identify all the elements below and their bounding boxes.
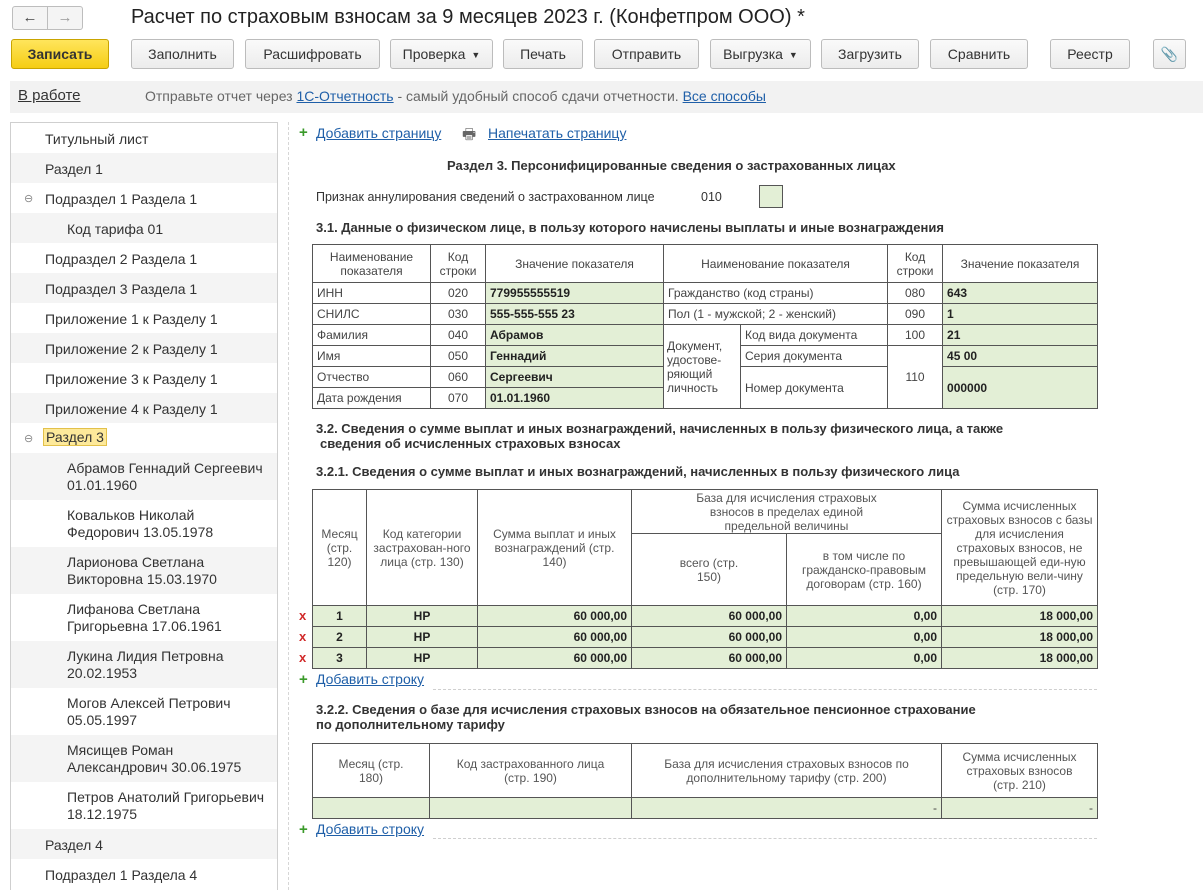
all-methods-link[interactable]: Все способы bbox=[682, 88, 766, 104]
field-label: Гражданство (код страны) bbox=[664, 283, 888, 304]
window-title: Расчет по страховым взносам за 9 месяцев 2023 г. (Конфетпром ООО) * bbox=[131, 6, 805, 28]
col-header: База для исчисления страховых взносов по дополнительному тарифу (стр. 200) bbox=[632, 744, 942, 798]
forward-button[interactable] bbox=[47, 6, 83, 30]
plus-icon: + bbox=[299, 671, 308, 688]
section-title: Раздел 3. Персонифицированные сведения о застрахованных лицах bbox=[447, 158, 896, 173]
person-birthdate: Григорьевна 17.06.1961 bbox=[67, 618, 222, 634]
plus-icon: + bbox=[299, 124, 308, 141]
tree-item-person[interactable] bbox=[11, 735, 277, 782]
collapse-icon[interactable]: ⊖ bbox=[24, 193, 34, 205]
sections-tree bbox=[10, 122, 278, 890]
field-code: 030 bbox=[431, 304, 486, 325]
additional-sum-field[interactable]: - bbox=[942, 798, 1098, 819]
person-name: Ковальков Николай bbox=[67, 507, 195, 523]
col-header: Код категории застрахован-ного лица (стр. 130) bbox=[367, 490, 478, 606]
tree-item-person[interactable] bbox=[11, 688, 277, 735]
compare-button[interactable]: Сравнить bbox=[930, 39, 1028, 69]
category-field[interactable]: НР bbox=[367, 648, 478, 669]
annul-code: 010 bbox=[701, 190, 722, 204]
col-header: в том числе по гражданско-правовым договорам (стр. 160) bbox=[787, 534, 942, 606]
subsection-3-2-title-cont: сведения об исчисленных страховых взносах bbox=[320, 436, 621, 451]
col-header: всего (стр. 150) bbox=[632, 534, 787, 606]
category-field[interactable]: НР bbox=[367, 627, 478, 648]
person-birthdate: Александрович 30.06.1975 bbox=[67, 759, 242, 775]
document-group-label: Документ, удостове-ряющий личность bbox=[664, 325, 741, 409]
field-code: 070 bbox=[431, 388, 486, 409]
col-header: Наименование показателя bbox=[313, 245, 431, 283]
base-total-field[interactable]: 60 000,00 bbox=[632, 648, 787, 669]
inn-field[interactable]: 779955555519 bbox=[486, 283, 664, 304]
attachment-button[interactable] bbox=[1153, 39, 1186, 69]
col-header: Месяц (стр. 120) bbox=[313, 490, 367, 606]
tree-item-section-4[interactable]: Раздел 4 bbox=[11, 829, 277, 859]
tree-item-subsection-2-1[interactable]: Подраздел 2 Раздела 1 bbox=[45, 251, 198, 267]
field-label: Пол (1 - мужской; 2 - женский) bbox=[664, 304, 888, 325]
reporting-link[interactable]: 1С-Отчетность bbox=[296, 88, 394, 104]
tree-item-person[interactable] bbox=[11, 641, 277, 688]
status-link[interactable]: В работе bbox=[18, 87, 81, 104]
annul-checkbox[interactable] bbox=[759, 185, 783, 208]
col-header: Наименование показателя bbox=[664, 245, 888, 283]
person-birthdate: 05.05.1997 bbox=[67, 712, 138, 728]
surname-field[interactable]: Абрамов bbox=[486, 325, 664, 346]
field-label: ИНН bbox=[313, 283, 431, 304]
person-name: Петров Анатолий Григорьевич bbox=[67, 789, 265, 805]
month-field[interactable] bbox=[313, 798, 430, 819]
field-label: Отчество bbox=[313, 367, 431, 388]
sum-field[interactable]: 18 000,00 bbox=[942, 606, 1098, 627]
person-name: Абрамов Геннадий Сергеевич bbox=[67, 460, 263, 476]
subsection-3-2-2-title: 3.2.2. Сведения о базе для исчисления страховых взносов на обязательное пенсионное страхование bbox=[316, 702, 976, 717]
field-label: Имя bbox=[313, 346, 431, 367]
additional-base-field[interactable]: - bbox=[632, 798, 942, 819]
field-code: 040 bbox=[431, 325, 486, 346]
add-page-link[interactable]: Добавить страницу bbox=[316, 125, 442, 141]
print-page-link[interactable]: Напечатать страницу bbox=[488, 125, 627, 141]
snils-field[interactable]: 555-555-555 23 bbox=[486, 304, 664, 325]
col-header: Код застрахованного лица (стр. 190) bbox=[430, 744, 632, 798]
tree-item-appendix-3[interactable]: Приложение 3 к Разделу 1 bbox=[45, 371, 218, 387]
payments-table bbox=[312, 489, 1098, 669]
person-name: Ларионова Светлана bbox=[67, 554, 205, 570]
col-header: База для исчисления страховых взносов в пределах единой предельной величины bbox=[632, 490, 942, 534]
person-name: Лифанова Светлана bbox=[67, 601, 201, 617]
doc-number-field[interactable]: 000000 bbox=[943, 367, 1098, 409]
dashed-separator bbox=[433, 689, 1097, 690]
info-bar bbox=[10, 81, 1203, 113]
base-total-field[interactable]: 60 000,00 bbox=[632, 627, 787, 648]
decode-button[interactable]: Расшифровать bbox=[245, 39, 380, 69]
dashed-separator bbox=[433, 838, 1097, 839]
check-dropdown-button[interactable] bbox=[390, 39, 493, 69]
person-birthdate: Федорович 13.05.1978 bbox=[67, 524, 214, 540]
tree-item-tariff-01[interactable]: Код тарифа 01 bbox=[11, 213, 277, 243]
save-button[interactable]: Записать bbox=[11, 39, 109, 69]
field-label: Номер документа bbox=[741, 367, 888, 409]
delete-row-icon[interactable]: x bbox=[299, 650, 307, 665]
subsection-3-1-title: 3.1. Данные о физическом лице, в пользу которого начислены выплаты и иные вознаграждения bbox=[316, 220, 944, 235]
month-field[interactable]: 3 bbox=[313, 648, 367, 669]
col-header: Сумма исчисленных страховых взносов (стр. 210) bbox=[942, 744, 1098, 798]
person-birthdate: 20.02.1953 bbox=[67, 665, 138, 681]
col-header: Значение показателя bbox=[486, 245, 664, 283]
fill-button[interactable]: Заполнить bbox=[131, 39, 234, 69]
delete-row-icon[interactable]: x bbox=[299, 629, 307, 644]
person-name: Могов Алексей Петрович bbox=[67, 695, 231, 711]
field-code: 110 bbox=[888, 346, 943, 409]
field-label: Дата рождения bbox=[313, 388, 431, 409]
category-field[interactable]: НР bbox=[367, 606, 478, 627]
check-label: Проверка bbox=[402, 46, 466, 62]
pane-divider[interactable] bbox=[288, 122, 289, 890]
tree-item-person[interactable] bbox=[11, 782, 277, 829]
field-code: 020 bbox=[431, 283, 486, 304]
tree-item-section-1[interactable]: Раздел 1 bbox=[11, 153, 277, 183]
field-code: 050 bbox=[431, 346, 486, 367]
field-label: Код вида документа bbox=[741, 325, 888, 346]
person-data-table bbox=[312, 244, 1098, 409]
annul-label: Признак аннулирования сведений о застрахованном лице bbox=[316, 190, 655, 204]
tree-item-appendix-1[interactable]: Приложение 1 к Разделу 1 bbox=[45, 311, 218, 327]
month-field[interactable]: 1 bbox=[313, 606, 367, 627]
base-gpd-field[interactable]: 0,00 bbox=[787, 606, 942, 627]
add-row-link[interactable]: Добавить строку bbox=[316, 821, 425, 837]
doc-type-field[interactable]: 21 bbox=[943, 325, 1098, 346]
export-label: Выгрузка bbox=[723, 46, 783, 62]
col-header: Значение показателя bbox=[943, 245, 1098, 283]
tree-item-person[interactable] bbox=[11, 594, 277, 641]
name-field[interactable]: Геннадий bbox=[486, 346, 664, 367]
sum-field[interactable]: 18 000,00 bbox=[942, 648, 1098, 669]
payments-field[interactable]: 60 000,00 bbox=[478, 648, 632, 669]
field-code: 080 bbox=[888, 283, 943, 304]
person-name: Мясищев Роман bbox=[67, 742, 174, 758]
send-button[interactable]: Отправить bbox=[594, 39, 699, 69]
arrow-right-icon: → bbox=[57, 9, 73, 26]
col-header: Сумма выплат и иных вознаграждений (стр. 140) bbox=[478, 490, 632, 606]
col-header: Код строки bbox=[888, 245, 943, 283]
tree-item-label: Подраздел 1 Раздела 1 bbox=[45, 191, 198, 207]
base-total-field[interactable]: 60 000,00 bbox=[632, 606, 787, 627]
title-bar bbox=[0, 0, 1203, 36]
tree-item-title-page[interactable]: Титульный лист bbox=[45, 131, 149, 147]
subsection-3-2-title: 3.2. Сведения о сумме выплат и иных вознаграждений, начисленных в пользу физического лица, а также bbox=[316, 421, 1004, 436]
delete-row-icon[interactable]: x bbox=[299, 608, 307, 623]
tree-item-person[interactable] bbox=[11, 500, 277, 547]
field-label: Серия документа bbox=[741, 346, 888, 367]
subsection-3-2-1-title: 3.2.1. Сведения о сумме выплат и иных вознаграждений, начисленных в пользу физического лица bbox=[316, 464, 960, 479]
back-button[interactable] bbox=[12, 6, 48, 30]
person-name: Лукина Лидия Петровна bbox=[67, 648, 224, 664]
person-birthdate: 18.12.1975 bbox=[67, 806, 138, 822]
registry-button[interactable]: Реестр bbox=[1050, 39, 1130, 69]
base-gpd-field[interactable]: 0,00 bbox=[787, 648, 942, 669]
field-code: 100 bbox=[888, 325, 943, 346]
insured-code-field[interactable] bbox=[430, 798, 632, 819]
field-code: 090 bbox=[888, 304, 943, 325]
load-button[interactable]: Загрузить bbox=[821, 39, 919, 69]
paperclip-icon: 📎 bbox=[1160, 46, 1179, 62]
export-dropdown-button[interactable] bbox=[710, 39, 811, 69]
sum-field[interactable]: 18 000,00 bbox=[942, 627, 1098, 648]
payments-field[interactable]: 60 000,00 bbox=[478, 606, 632, 627]
info-message bbox=[145, 88, 766, 104]
caret-down-icon: ▼ bbox=[471, 50, 481, 61]
patronymic-field[interactable]: Сергеевич bbox=[486, 367, 664, 388]
col-header: Сумма исчисленных страховых взносов с базы для исчисления страховых взносов, не превышающей еди-ную предельную вели-чину (стр. 170) bbox=[942, 490, 1098, 606]
info-text-after: - самый удобный способ сдачи отчетности. bbox=[393, 88, 683, 104]
tree-item-subsection-1-1[interactable] bbox=[11, 183, 277, 213]
tree-item-person[interactable] bbox=[11, 547, 277, 594]
tree-item-subsection-3-1[interactable]: Подраздел 3 Раздела 1 bbox=[11, 273, 277, 303]
col-header: Код строки bbox=[431, 245, 486, 283]
tree-item-subsection-1-4[interactable]: Подраздел 1 Раздела 4 bbox=[45, 867, 198, 883]
tree-item-section-3[interactable] bbox=[11, 423, 277, 453]
caret-down-icon: ▼ bbox=[788, 50, 798, 61]
arrow-left-icon: ← bbox=[22, 9, 38, 26]
person-birthdate: Викторовна 15.03.1970 bbox=[67, 571, 217, 587]
tree-item-person[interactable] bbox=[11, 453, 277, 500]
info-text-before: Отправьте отчет через bbox=[145, 88, 297, 104]
field-code: 060 bbox=[431, 367, 486, 388]
month-field[interactable]: 2 bbox=[313, 627, 367, 648]
person-birthdate: 01.01.1960 bbox=[67, 477, 138, 493]
additional-tariff-table bbox=[312, 743, 1098, 819]
tree-item-appendix-2[interactable]: Приложение 2 к Разделу 1 bbox=[11, 333, 277, 363]
col-header: Месяц (стр. 180) bbox=[313, 744, 430, 798]
field-label: Фамилия bbox=[313, 325, 431, 346]
add-row-link[interactable]: Добавить строку bbox=[316, 671, 425, 687]
collapse-icon[interactable]: ⊖ bbox=[24, 433, 34, 445]
base-gpd-field[interactable]: 0,00 bbox=[787, 627, 942, 648]
birthdate-field[interactable]: 01.01.1960 bbox=[486, 388, 664, 409]
citizenship-field[interactable]: 643 bbox=[943, 283, 1098, 304]
tree-item-label-selected: Раздел 3 bbox=[43, 428, 107, 446]
plus-icon: + bbox=[299, 821, 308, 838]
subsection-3-2-2-title-cont: по дополнительному тарифу bbox=[316, 717, 505, 732]
doc-series-field[interactable]: 45 00 bbox=[943, 346, 1098, 367]
field-label: СНИЛС bbox=[313, 304, 431, 325]
payments-field[interactable]: 60 000,00 bbox=[478, 627, 632, 648]
printer-icon: 🖶 bbox=[462, 126, 477, 143]
print-button[interactable]: Печать bbox=[503, 39, 583, 69]
gender-field[interactable]: 1 bbox=[943, 304, 1098, 325]
tree-item-appendix-4[interactable]: Приложение 4 к Разделу 1 bbox=[11, 393, 277, 423]
